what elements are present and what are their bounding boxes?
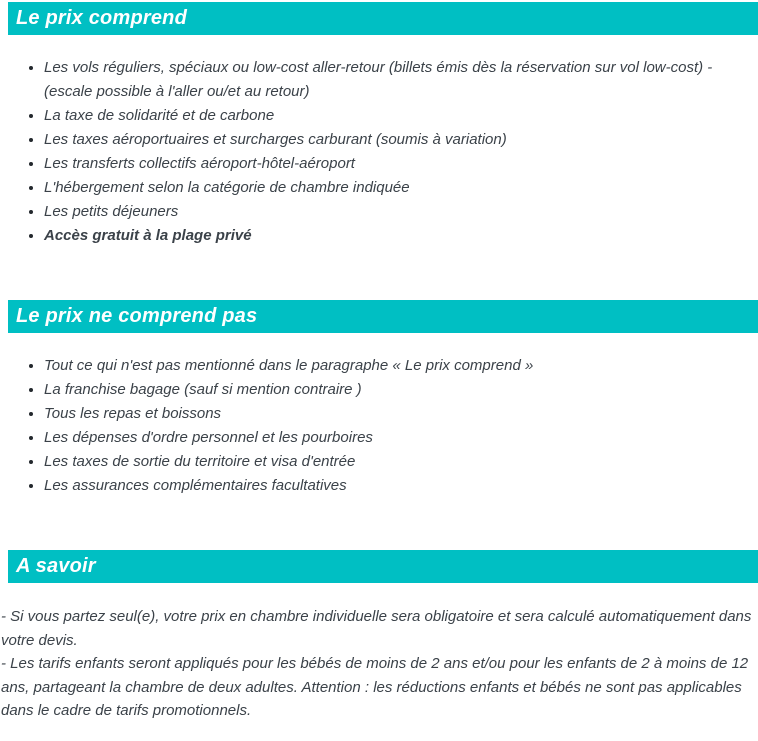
list-item: • Tout ce qui n'est pas mentionné dans le paragraphe « Le prix comprend » (44, 354, 746, 378)
section-header-good-to-know (8, 550, 758, 583)
included-list (0, 56, 758, 248)
section-title-good-to-know: A savoir (16, 555, 96, 577)
section-header-not-included (8, 300, 758, 333)
list-item: • Les dépenses d'ordre personnel et les pourboires (44, 426, 746, 450)
section-title-not-included: Le prix ne comprend pas (16, 305, 258, 327)
good-to-know-notes (0, 605, 758, 741)
note-paragraph: - Si vous partez seul(e), votre prix en chambre individuelle sera obligatoire et sera calculé automatiquement dans votre devis. (1, 608, 752, 649)
list-item: • La taxe de solidarité et de carbone (44, 104, 746, 128)
list-item: • Les assurances complémentaires facultatives (44, 474, 746, 498)
section-price-included (0, 2, 758, 248)
section-good-to-know (0, 550, 758, 741)
not-included-list (0, 354, 758, 498)
list-item: • Les taxes de sortie du territoire et visa d'entrée (44, 450, 746, 474)
list-item-highlight: • Accès gratuit à la plage privé (44, 224, 746, 248)
note-paragraph: - Les tarifs enfants seront appliqués pour les bébés de moins de 2 ans et/ou pour les enfants de 2 à moins de 12 ans, partageant la chambre de deux adultes. Attention : les réductions enfants et bébés ne sont pas applicables dans le cadre de tarifs promotionnels. (1, 655, 749, 719)
list-item: • L'hébergement selon la catégorie de chambre indiquée (44, 176, 746, 200)
section-price-not-included (0, 300, 758, 498)
section-header-included (8, 2, 758, 35)
list-item: • Les vols réguliers, spéciaux ou low-cost aller-retour (billets émis dès la réservation sur vol low-cost) - (escale possible à l'aller ou/et au retour) (44, 56, 746, 104)
list-item: • Les transferts collectifs aéroport-hôtel-aéroport (44, 152, 746, 176)
list-item: • La franchise bagage (sauf si mention contraire ) (44, 378, 746, 402)
section-title-included: Le prix comprend (16, 7, 188, 29)
list-item: • Les taxes aéroportuaires et surcharges carburant (soumis à variation) (44, 128, 746, 152)
list-item: • Tous les repas et boissons (44, 402, 746, 426)
list-item: • Les petits déjeuners (44, 200, 746, 224)
